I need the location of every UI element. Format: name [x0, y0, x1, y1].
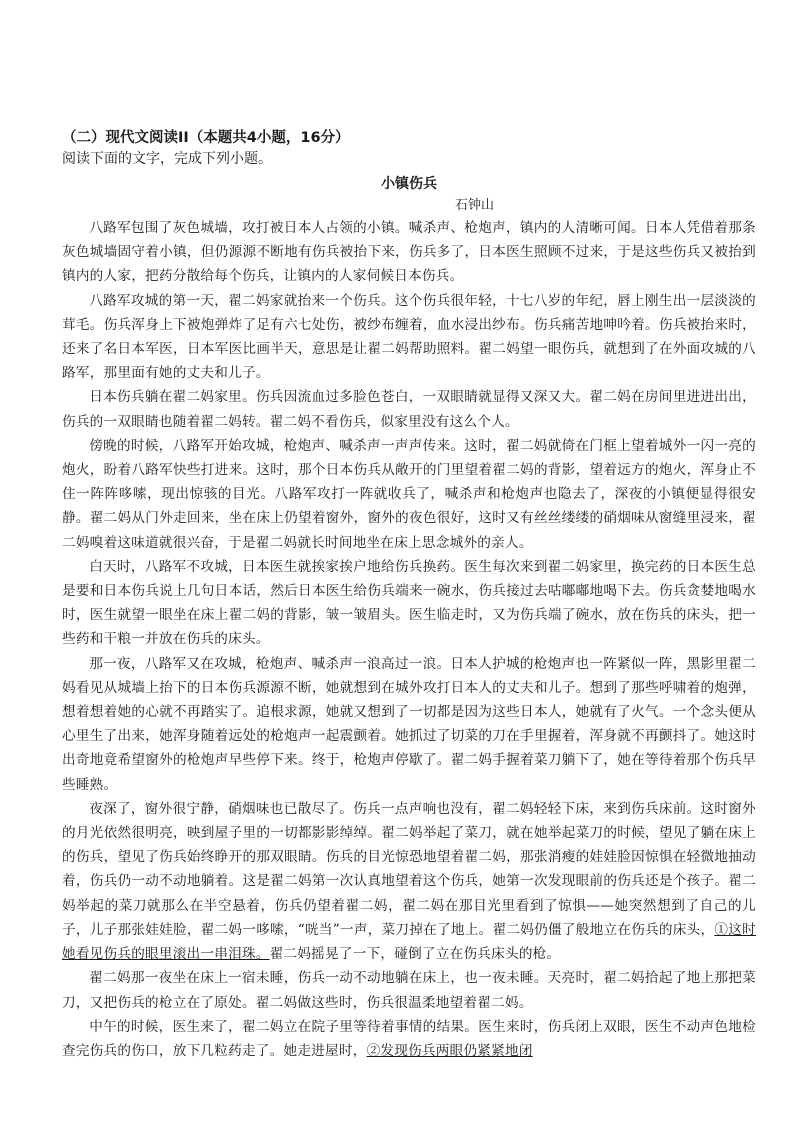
exam-page	[62, 128, 756, 1063]
paragraph-5: 白天时，八路军不攻城，日本医生就挨家挨户地给伤兵换药。医生每次来到翟二妈家里，换完药的日本医生总是要和日本伤兵说上几句日本话，然后日本医生给伤兵端来一碗水，伤兵接过去咕嘟嘟地喝下去。伤兵贪婪地喝水时，医生就望一眼坐在床上翟二妈的背影，皱一皱眉头。医生临走时，又为伤兵端了碗水，放在伤兵的床头，把一些药和干粮一并放在伤兵的床头。	[62, 558, 756, 648]
paragraph-7	[62, 797, 756, 966]
paragraph-9	[62, 1015, 756, 1063]
story-author: 石钟山	[454, 198, 494, 213]
paragraph-7-text: 夜深了，窗外很宁静，硝烟味也已散尽了。伤兵一点声响也没有，翟二妈轻轻下床，来到伤兵床前。这时窗外的月光依然很明亮，映到屋子里的一切都影影绰绰。翟二妈举起了菜刀，就在她举起菜刀的时候，望见了躺在床上的伤兵，望见了伤兵始终睁开的那双眼睛。伤兵的目光惊恐地望着翟二妈，那张消瘦的娃娃脸因惊惧在轻微地抽动着，伤兵仍一动不动地躺着。这是翟二妈第一次认真地望着这个伤兵，她第一次发现眼前的伤兵还是个孩子。翟二妈举起的菜刀就那么在半空悬着，伤兵仍望着翟二妈，翟二妈在那目光里看到了惊惧——她突然想到了自己的儿子，儿子那张娃娃脸，翟二妈一哆嗦，“咣当”一声，菜刀掉在了地上。翟二妈仍僵了般地立在伤兵的床头，	[62, 800, 756, 938]
paragraph-2: 八路军攻城的第一天，翟二妈家就抬来一个伤兵。这个伤兵很年轻，十七八岁的年纪，唇上刚生出一层淡淡的茸毛。伤兵浑身上下被炮弹炸了足有六七处伤，被纱布缠着，血水浸出纱布。伤兵痛苦地呻吟着。伤兵被抬来时，还来了名日本军医，日本军医比画半天，意思是让翟二妈帮助照料。翟二妈望一眼伤兵，就想到了在外面攻城的八路军，那里面有她的丈夫和儿子。	[62, 292, 756, 382]
instruction-text: 阅读下面的文字，完成下列小题。	[62, 151, 272, 167]
section-heading: （二）现代文阅读II（本题共4小题，16分）	[62, 130, 350, 146]
underlined-sentence-2: ②发现伤兵两眼仍紧紧地闭	[366, 1042, 533, 1059]
paragraph-6: 那一夜，八路军又在攻城，枪炮声、喊杀声一浪高过一浪。日本人护城的枪炮声也一阵紧似一阵，黑影里翟二妈看见从城墙上抬下的日本伤兵源源不断，她就想到在城外攻打日本人的丈夫和儿子。想到了那些呼啸着的炮弹，想着想着她的心就不再踏实了。追根求源，她就又想到了一切都是因为这些日本人，她就有了火气。一个念头便从心里生了出来，她浑身随着远处的枪炮声一起震颤着。她抓过了切菜的刀在手里握着，浑身就不再颤抖了。她这时出奇地竟希望窗外的枪炮声早些停下来。终于，枪炮声停歇了。翟二妈手握着菜刀躺下了，她在等待着那个伤兵早些睡熟。	[62, 655, 756, 793]
paragraph-4: 傍晚的时候，八路军开始攻城，枪炮声、喊杀声一声声传来。这时，翟二妈就倚在门框上望着城外一闪一亮的炮火，盼着八路军快些打进来。这时，那个日本伤兵从敞开的门里望着翟二妈的背影，望着远方的炮火，浑身止不住一阵阵哆嗦，现出惊骇的目光。八路军攻打一阵就收兵了，喊杀声和枪炮声也隐去了，深夜的小镇便显得很安静。翟二妈从门外走回来，坐在床上仍望着窗外，窗外的夜色很好，这时又有丝丝缕缕的硝烟味从窗缝里浸来，翟二妈嗅着这味道就很兴奋，于是翟二妈就长时间地坐在床上思念城外的亲人。	[62, 437, 756, 551]
paragraph-1: 八路军包围了灰色城墙，攻打被日本人占领的小镇。喊杀声、枪炮声，镇内的人清晰可闻。日本人凭借着那条灰色城墙固守着小镇，但仍源源不断地有伤兵被抬下来，伤兵多了，日本医生照顾不过来，于是这些伤兵又被抬到镇内的人家，把药分散给每个伤兵，让镇内的人家伺候日本伤兵。	[62, 220, 756, 285]
paragraph-3: 日本伤兵躺在翟二妈家里。伤兵因流血过多脸色苍白，一双眼睛就显得又深又大。翟二妈在房间里进进出出，伤兵的一双眼睛也随着翟二妈转。翟二妈不看伤兵，似家里没有这么个人。	[62, 389, 756, 430]
story-title: 小镇伤兵	[381, 176, 437, 192]
paragraph-9-text: 中午的时候，医生来了，翟二妈立在院子里等待着事情的结果。医生来时，伤兵闭上双眼，医生不动声色地检查完伤兵的伤口，放下几粒药走了。她走进屋时，	[62, 1018, 756, 1059]
paragraph-8: 翟二妈那一夜坐在床上一宿未睡，伤兵一动不动地躺在床上，也一夜未睡。天亮时，翟二妈拾起了地上那把菜刀，又把伤兵的枪立在了原处。翟二妈做这些时，伤兵很温柔地望着翟二妈。	[62, 970, 756, 1011]
underlined-sentence-1: ①这时她看见伤兵的眼里滚出一串泪珠。	[62, 921, 757, 963]
paragraph-7-tail: 翟二妈摇晃了一下，碰倒了立在伤兵床头的枪。	[269, 946, 561, 963]
